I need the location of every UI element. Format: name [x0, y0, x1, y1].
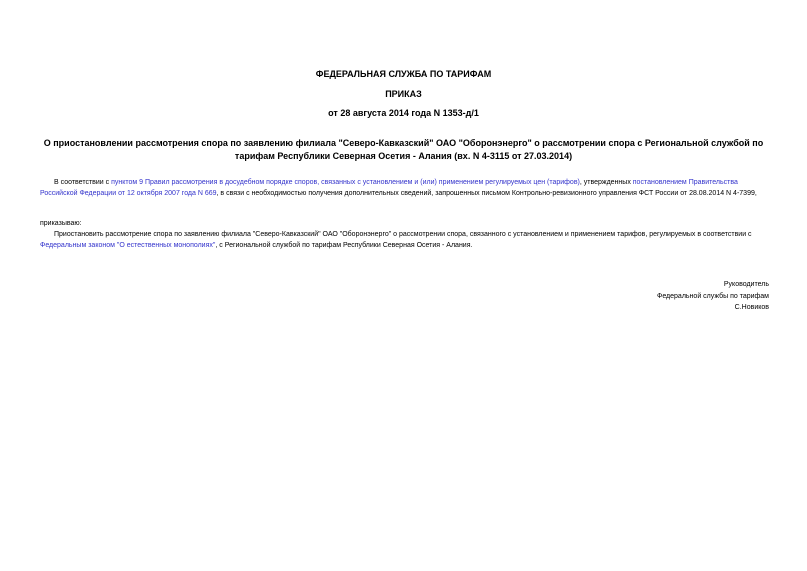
- preamble-paragraph: [40, 177, 772, 199]
- preamble-text-2: , утвержденных: [579, 179, 633, 186]
- signature-name: С.Новиков: [734, 304, 769, 311]
- order-text-1: Приостановить рассмотрение спора по заявлению филиала "Северо-Кавказский" ОАО "Оборонэнерго" о рассмотрении спора, связанного с установлением и применением тарифов, регулируемых в соответствии с: [54, 231, 752, 238]
- rules-clause-link[interactable]: пунктом 9 Правил рассмотрения в досудебном порядке споров, связанных с установлением и (или) применением регулируемых цен (тарифов): [111, 179, 580, 186]
- signature-position: Руководитель: [723, 281, 769, 288]
- government-decree-link[interactable]: постановлением Правительства Российской Федерации от 12 октября 2007 года N 669: [40, 179, 738, 197]
- preamble-text-3: , в связи с необходимостью получения дополнительных сведений, запрошенных письмом Контрольно-ревизионного управления ФСТ России от 28.08.2014 N 4-7399,: [216, 190, 757, 197]
- order-text-2: , с Региональной службой по тарифам Республики Северная Осетия - Алания.: [215, 242, 473, 249]
- signature-organization: Федеральной службы по тарифам: [657, 293, 769, 300]
- agency-name: ФЕДЕРАЛЬНАЯ СЛУЖБА ПО ТАРИФАМ: [315, 69, 492, 79]
- federal-law-link[interactable]: Федеральным законом "О естественных монополиях": [40, 242, 216, 249]
- document-type: ПРИКАЗ: [385, 89, 422, 99]
- order-paragraph: [40, 229, 772, 251]
- preamble-text-1: В соответствии с: [54, 179, 112, 186]
- document-date-number: от 28 августа 2014 года N 1353-д/1: [328, 108, 479, 118]
- document-subject: О приостановлении рассмотрения спора по заявлению филиала "Северо-Кавказский" ОАО "Оборонэнерго" о рассмотрении спора с Региональной службой по тарифам Республики Северная Осетия - Алания (вх. N 4-3115 от 27.03.2014): [43, 138, 764, 161]
- order-word: приказываю:: [40, 220, 82, 227]
